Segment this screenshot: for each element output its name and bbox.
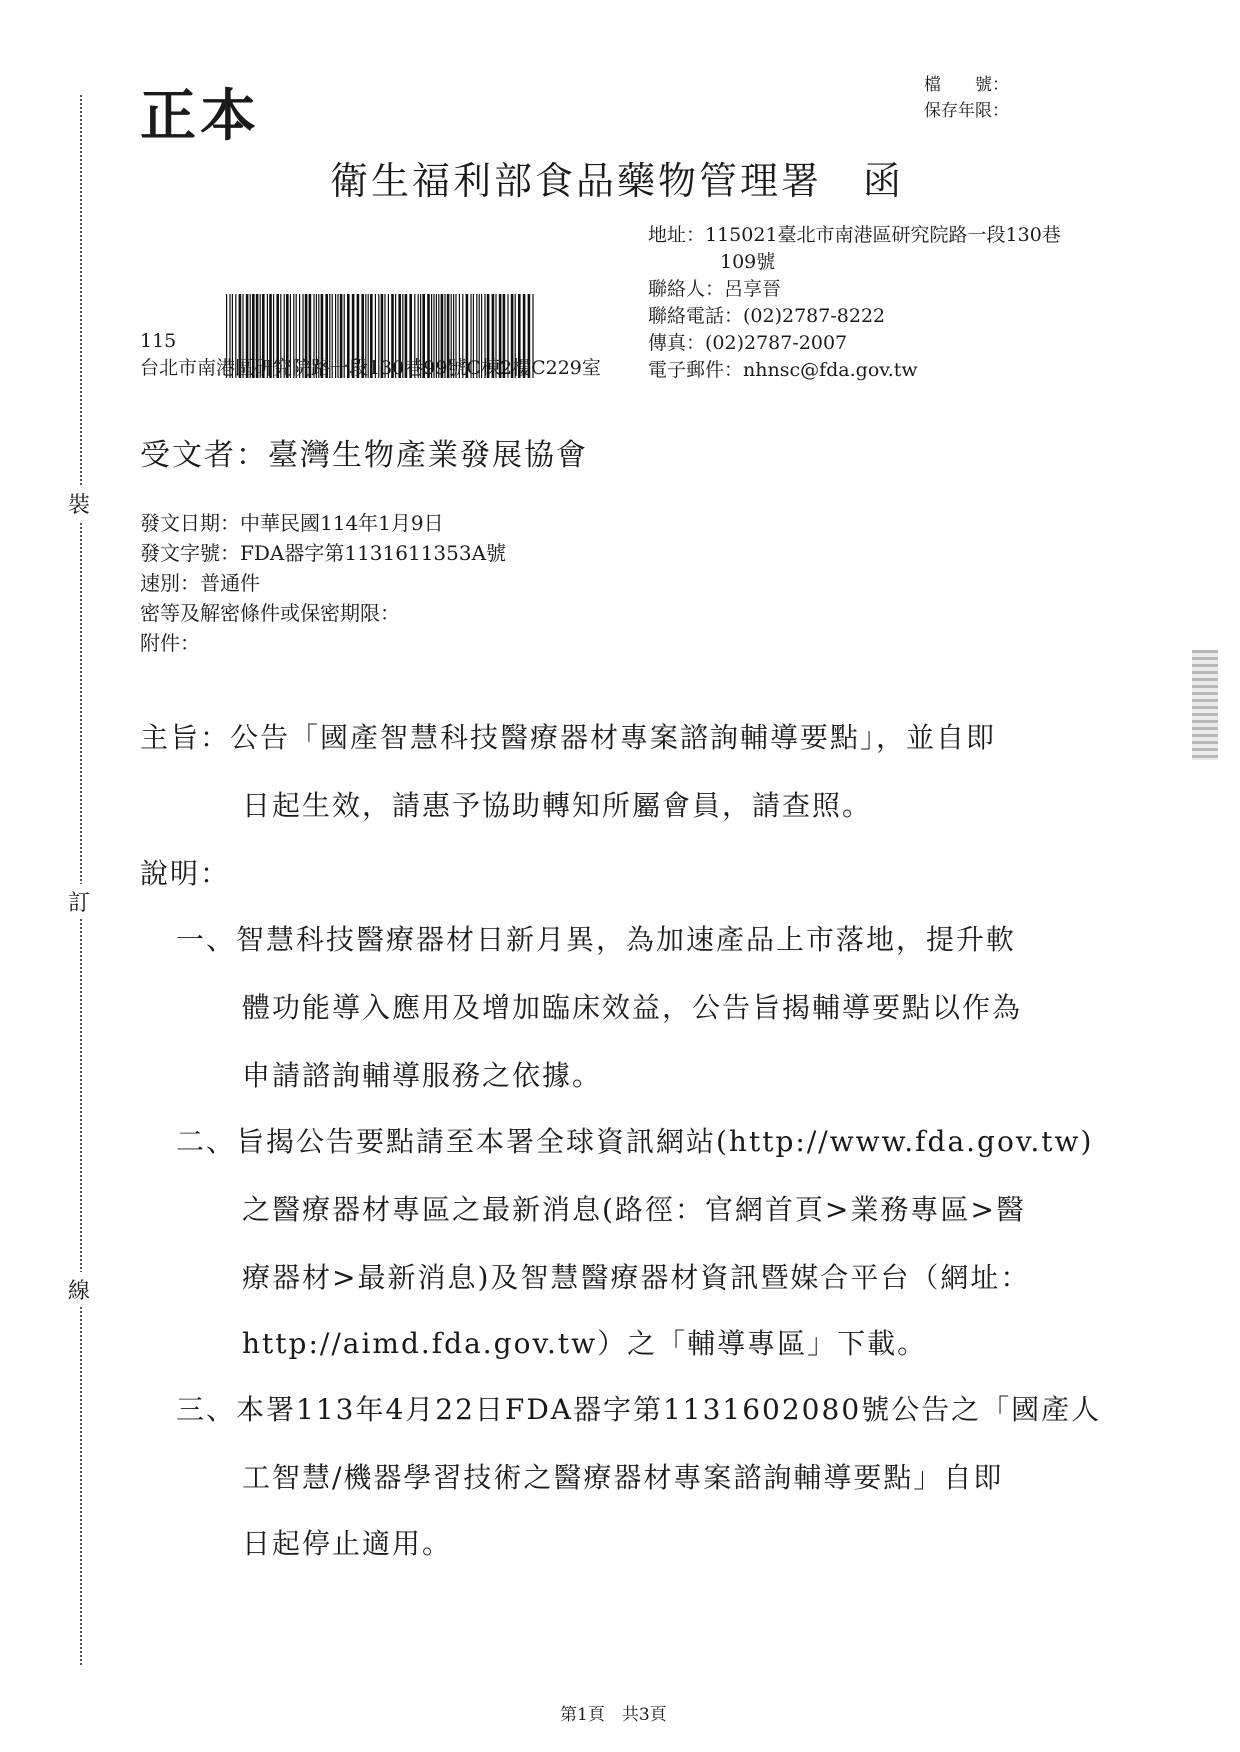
secrecy-level: 密等及解密條件或保密期限： [140, 601, 400, 625]
contact-block [648, 222, 1061, 384]
subject-line-2: 日起生效，請惠予協助轉知所屬會員，請查照。 [242, 789, 873, 822]
binding-line [80, 95, 82, 1665]
speed-class: 速別：普通件 [140, 571, 260, 595]
item-3-line-3: 日起停止適用。 [242, 1527, 453, 1560]
address-line-2: 109號 [720, 251, 776, 273]
contact-person: 聯絡人：呂享晉 [648, 278, 782, 300]
issue-date: 發文日期：中華民國114年1月9日 [140, 511, 444, 535]
binding-char-ding: 訂 [68, 884, 90, 919]
contact-email: 電子郵件：nhnsc@fda.gov.tw [648, 359, 918, 381]
document-meta [140, 508, 506, 658]
binding-char-zhuang: 裝 [68, 486, 90, 521]
attachment-label: 附件： [140, 631, 200, 655]
recipient-postcode: 115 [140, 330, 177, 352]
address-line-1: 地址：115021臺北市南港區研究院路一段130巷 [648, 224, 1061, 246]
item-2-line-3: 療器材>最新消息)及智慧醫療器材資訊暨媒合平台（網址： [242, 1261, 1031, 1294]
recipient-address: 台北市南港區研究院路一段130巷99號C棟2樓C229室 [140, 357, 601, 379]
page-number: 第1頁 共3頁 [560, 1705, 667, 1725]
original-copy-seal: 正本 [140, 83, 260, 149]
archive-info [924, 72, 1009, 124]
agency-title: 衛生福利部食品藥物管理署 函 [330, 159, 905, 203]
subject-line-1: 主旨：公告「國產智慧科技醫療器材專案諮詢輔導要點」，並自即 [140, 721, 997, 754]
item-2-line-2: 之醫療器材專區之最新消息(路徑：官網首頁>業務專區>醫 [242, 1193, 1026, 1226]
item-1-line-2: 體功能導入應用及增加臨床效益，公告旨揭輔導要點以作為 [242, 991, 1023, 1024]
explanation-label: 說明： [140, 857, 231, 890]
scan-edge-mark [1192, 650, 1218, 760]
file-number-label: 檔 號： [924, 75, 1009, 95]
item-3-line-1: 三、本署113年4月22日FDA器字第1131602080號公告之「國產人 [176, 1393, 1102, 1426]
contact-phone: 聯絡電話：(02)2787-8222 [648, 305, 886, 327]
item-1-line-1: 一、智慧科技醫療器材日新月異，為加速產品上市落地，提升軟 [176, 923, 1017, 956]
retention-period-label: 保存年限： [924, 101, 1009, 121]
binding-char-xian: 線 [68, 1272, 90, 1307]
item-3-line-2: 工智慧/機器學習技術之醫療器材專案諮詢輔導要點」自即 [242, 1461, 1004, 1494]
item-2-line-4: http://aimd.fda.gov.tw）之「輔導專區」下載。 [242, 1327, 928, 1360]
recipient-line: 受文者：臺灣生物產業發展協會 [140, 438, 588, 473]
item-1-line-3: 申請諮詢輔導服務之依據。 [242, 1059, 603, 1092]
contact-fax: 傳真：(02)2787-2007 [648, 332, 848, 354]
document-number: 發文字號：FDA器字第1131611353A號 [140, 541, 507, 565]
item-2-line-1: 二、旨揭公告要點請至本署全球資訊網站(http://www.fda.gov.tw) [176, 1125, 1094, 1158]
